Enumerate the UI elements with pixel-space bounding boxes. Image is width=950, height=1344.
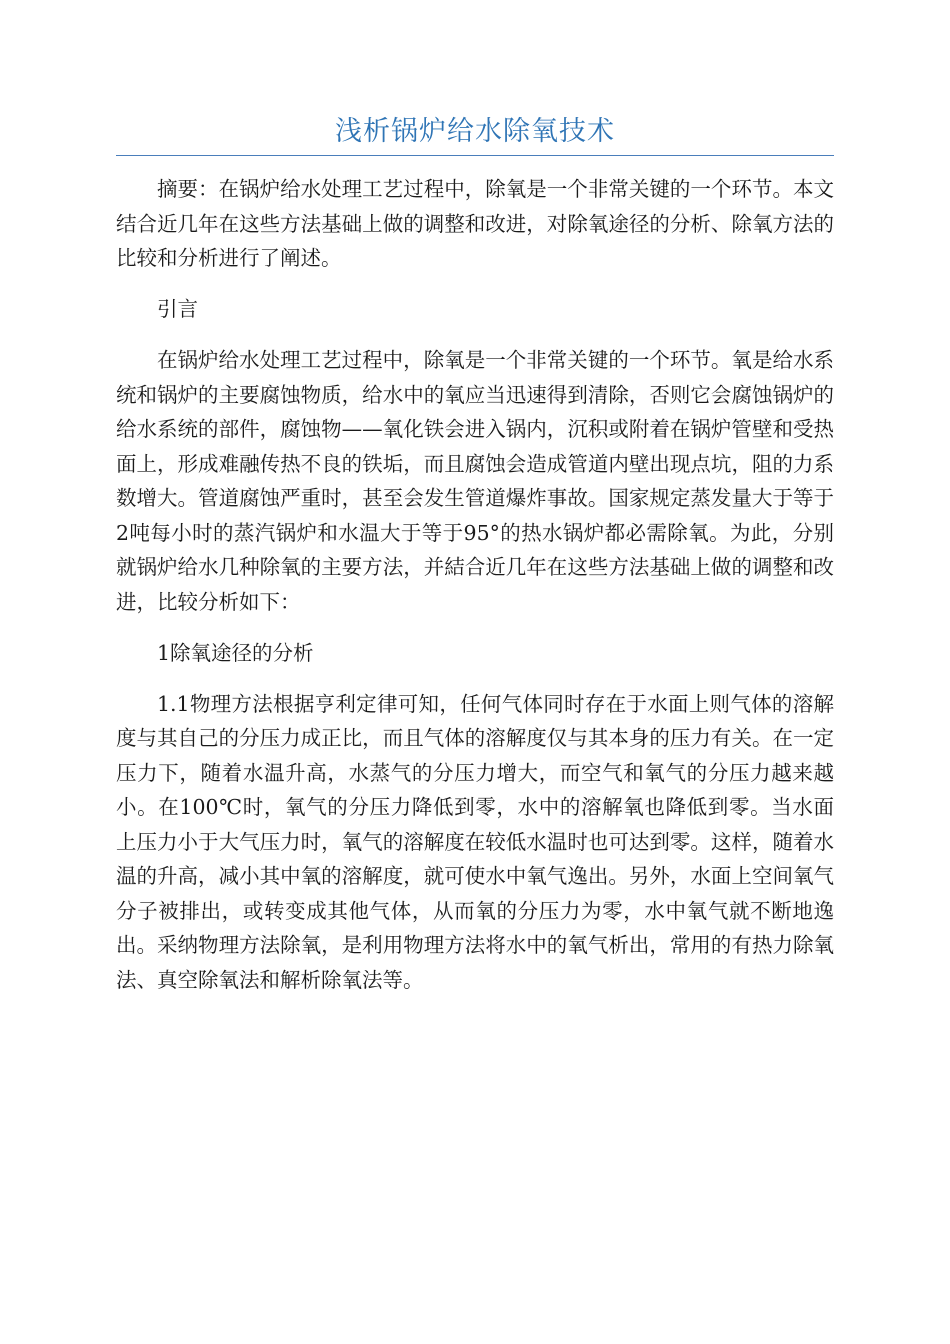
document-body [116, 172, 834, 997]
document-title: 浅析锅炉给水除氧技术 [335, 116, 615, 147]
abstract-paragraph: 摘要：在锅炉给水处理工艺过程中，除氧是一个非常关键的一个环节。本文结合近几年在这些方法基础上做的调整和改进，对除氧途径的分析、除氧方法的比较和分析进行了阐述。 [116, 177, 834, 270]
section-1-1-paragraph: 1.1物理方法根据亨利定律可知，任何气体同时存在于水面上则气体的溶解度与其自己的分压力成正比，而且气体的溶解度仅与其本身的压力有关。在一定压力下，随着水温升高，水蒸气的分压力增大，而空气和氧气的分压力越来越小。在100℃时，氧气的分压力降低到零，水中的溶解氧也降低到零。当水面上压力小于大气压力时，氧气的溶解度在较低水温时也可达到零。这样，随着水温的升高，减小其中氧的溶解度，就可使水中氧气逸出。另外，水面上空间氧气分子被排出，或转变成其他气体，从而氧的分压力为零，水中氧气就不断地逸出。采纳物理方法除氧，是利用物理方法将水中的氧气析出，常用的有热力除氧法、真空除氧法和解析除氧法等。 [116, 691, 834, 992]
intro-paragraph: 在锅炉给水处理工艺过程中，除氧是一个非常关键的一个环节。氧是给水系统和锅炉的主要腐蚀物质，给水中的氧应当迅速得到清除，否则它会腐蚀锅炉的给水系统的部件，腐蚀物——氧化铁会进入锅内，沉积或附着在锅炉管壁和受热面上，形成难融传热不良的铁垢，而且腐蚀会造成管道内壁出现点坑，阻的力系数增大。管道腐蚀严重时，甚至会发生管道爆炸事故。国家规定蒸发量大于等于2吨每小时的蒸汽锅炉和水温大于等于95°的热水锅炉都必需除氧。为此，分别就锅炉给水几种除氧的主要方法，并結合近几年在这些方法基础上做的调整和改进，比较分析如下： [116, 348, 834, 614]
section-heading-intro: 引言 [157, 297, 198, 321]
title-underline [116, 155, 834, 156]
section-heading-1: 1除氧途径的分析 [157, 640, 314, 665]
